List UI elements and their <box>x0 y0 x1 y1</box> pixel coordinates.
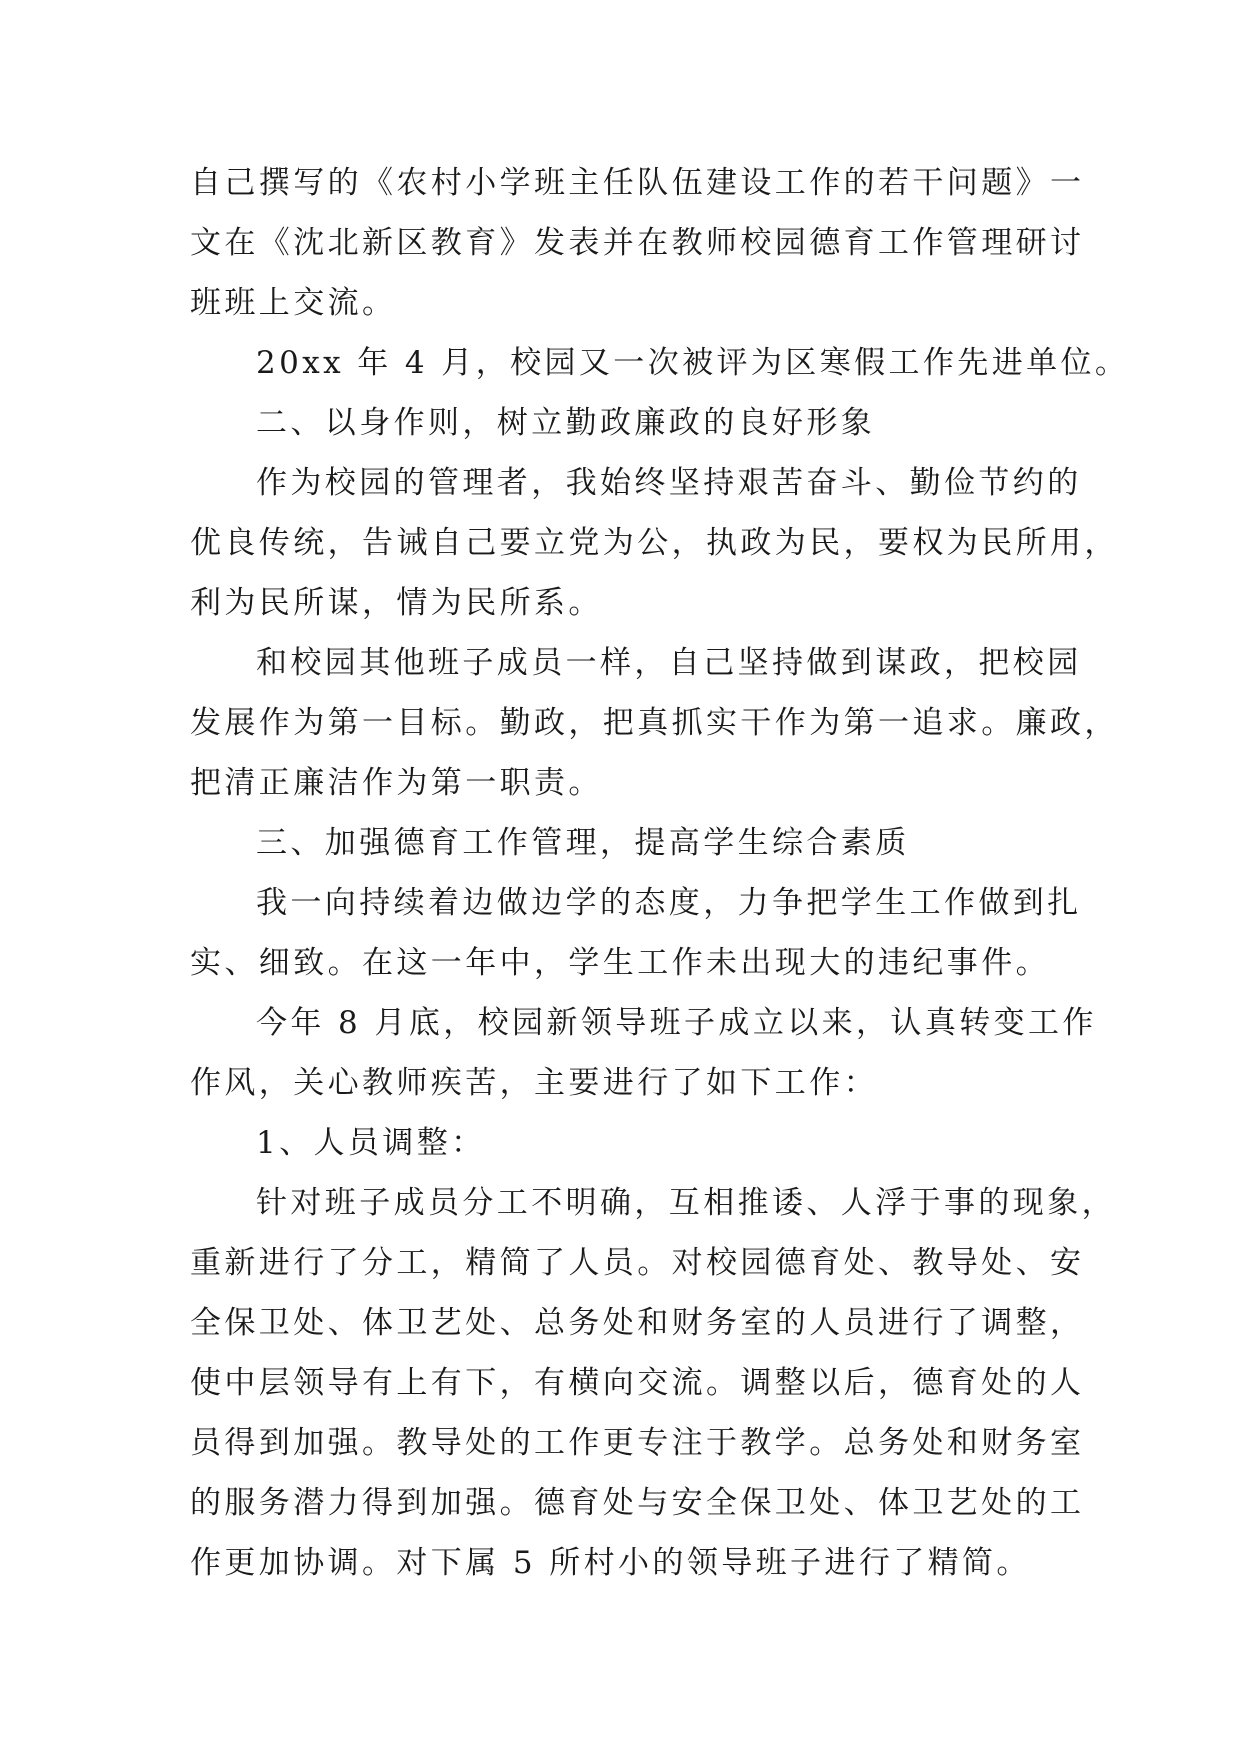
subsection-heading: 1、人员调整： <box>256 1125 486 1161</box>
text-line: 利为民所谋，情为民所系。 <box>190 585 603 621</box>
text-line: 作更加协调。对下属 5 所村小的领导班子进行了精简。 <box>190 1545 1031 1581</box>
text-line: 员得到加强。教导处的工作更专注于教学。总务处和财务室 <box>190 1425 1085 1461</box>
paragraph-line: 作为校园的管理者，我始终坚持艰苦奋斗、勤俭节约的 <box>256 465 1082 501</box>
section-heading: 三、加强德育工作管理，提高学生综合素质 <box>256 825 910 861</box>
text-line: 实、细致。在这一年中，学生工作未出现大的违纪事件。 <box>190 945 1050 981</box>
text-line: 班班上交流。 <box>190 285 397 321</box>
paragraph-line: 针对班子成员分工不明确，互相推诿、人浮于事的现象， <box>256 1185 1116 1221</box>
section-heading: 二、以身作则，树立勤政廉政的良好形象 <box>256 405 876 441</box>
text-line: 发展作为第一目标。勤政，把真抓实干作为第一追求。廉政， <box>190 705 1119 741</box>
paragraph-line: 20xx 年 4 月，校园又一次被评为区寒假工作先进单位。 <box>256 345 1130 381</box>
text-line: 文在《沈北新区教育》发表并在教师校园德育工作管理研讨 <box>190 225 1085 261</box>
document-body <box>190 153 1130 1593</box>
text-line: 使中层领导有上有下，有横向交流。调整以后，德育处的人 <box>190 1365 1085 1401</box>
text-line: 的服务潜力得到加强。德育处与安全保卫处、体卫艺处的工 <box>190 1485 1085 1521</box>
text-line: 重新进行了分工，精简了人员。对校园德育处、教导处、安 <box>190 1245 1085 1281</box>
text-line: 把清正廉洁作为第一职责。 <box>190 765 603 801</box>
text-line: 作风，关心教师疾苦，主要进行了如下工作： <box>190 1065 878 1101</box>
paragraph-line: 我一向持续着边做边学的态度，力争把学生工作做到扎 <box>256 885 1082 921</box>
text-line: 自己撰写的《农村小学班主任队伍建设工作的若干问题》一 <box>190 165 1085 201</box>
paragraph-line: 和校园其他班子成员一样，自己坚持做到谋政，把校园 <box>256 645 1082 681</box>
text-line: 优良传统，告诫自己要立党为公，执政为民，要权为民所用， <box>190 525 1119 561</box>
text-line: 全保卫处、体卫艺处、总务处和财务室的人员进行了调整， <box>190 1305 1085 1341</box>
paragraph-line: 今年 8 月底，校园新领导班子成立以来，认真转变工作 <box>256 1005 1097 1041</box>
